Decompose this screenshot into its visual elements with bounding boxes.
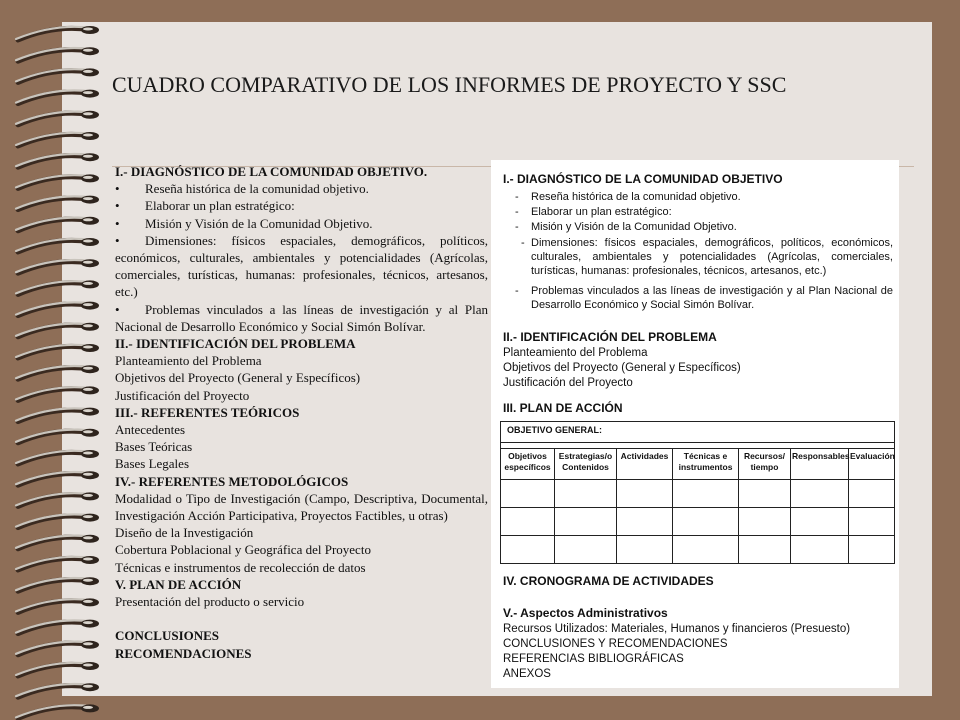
binding-ring: [16, 471, 99, 485]
right-line: Justificación del Proyecto: [503, 377, 633, 389]
binding-ring: [16, 556, 99, 570]
right-item: Dimensiones: físicos espaciales, demográficos, políticos, económicos, culturales, ambientales y potencialidades (Agrícolas, comerciales, turísticas, humanas: profesionales, técnicos, artesanos, etc.): [531, 237, 893, 277]
binding-ring: [16, 111, 99, 125]
bullet-icon: •: [115, 232, 120, 248]
binding-ring: [16, 386, 99, 400]
table-header-row: [501, 449, 895, 480]
dash-icon: -: [521, 237, 525, 249]
right-item: Reseña histórica de la comunidad objetivo.: [531, 191, 741, 203]
right-line: Planteamiento del Problema: [503, 347, 648, 359]
binding-ring: [16, 620, 99, 634]
binding-ring: [16, 492, 99, 506]
left-bullet: • Dimensiones: físicos espaciales, demográficos, políticos, económicos, culturales, ambientales y potencialidades (Agrícolas, comerciales, turísticas, humanas: profesionales, técnicos, artesanos, etc.): [115, 232, 488, 300]
dash-icon: -: [515, 221, 519, 233]
right-line: Recursos Utilizados: Materiales, Humanos y financieros (Presuesto): [503, 623, 851, 635]
binding-ring: [16, 598, 99, 612]
left-s5-heading: V. PLAN DE ACCIÓN: [115, 576, 242, 592]
table-general-objective: OBJETIVO GENERAL:: [501, 422, 895, 443]
binding-ring: [16, 68, 99, 82]
binding-ring: [16, 153, 99, 167]
left-bullet: • Elaborar un plan estratégico:: [115, 198, 295, 214]
right-s2-heading: II.- IDENTIFICACIÓN DEL PROBLEMA: [503, 330, 717, 344]
left-line: Antecedentes: [115, 422, 186, 438]
left-line: Bases Legales: [115, 456, 190, 472]
table-header-cell: Técnicas e instrumentos: [673, 449, 739, 480]
table-header-cell: Evaluación: [849, 449, 895, 480]
binding-ring: [16, 217, 99, 231]
binding-ring: [16, 704, 99, 718]
right-line: CONCLUSIONES Y RECOMENDACIONES: [503, 638, 728, 650]
slide-title: CUADRO COMPARATIVO DE LOS INFORMES DE PROYECTO Y SSC: [112, 72, 787, 97]
table-header-cell: Estrategias/o Contenidos: [555, 449, 617, 480]
binding-ring: [16, 238, 99, 252]
binding-ring: [16, 662, 99, 676]
left-line: Técnicas e instrumentos de recolección de datos: [115, 559, 366, 575]
binding-ring: [16, 683, 99, 697]
right-s3-heading: III. PLAN DE ACCIÓN: [503, 401, 623, 415]
right-item: Misión y Visión de la Comunidad Objetivo.: [531, 221, 737, 233]
bullet-icon: •: [115, 198, 120, 214]
binding-ring: [16, 302, 99, 316]
left-conclusions: CONCLUSIONES: [115, 628, 220, 644]
right-s4-heading: IV. CRONOGRAMA DE ACTIVIDADES: [503, 574, 714, 588]
right-item: Problemas vinculados a las líneas de investigación y al Plan Nacional de Desarrollo Económico y Social Simón Bolívar.: [531, 285, 893, 311]
binding-ring: [16, 280, 99, 294]
table-row: [501, 480, 895, 508]
binding-ring: [16, 323, 99, 337]
binding-ring: [16, 90, 99, 104]
left-line: Objetivos del Proyecto (General y Específicos): [115, 370, 361, 386]
left-bullet: • Reseña histórica de la comunidad objetivo.: [115, 181, 369, 197]
reference-document-image: [491, 160, 899, 688]
binding-ring: [16, 535, 99, 549]
spiral-binding: [0, 0, 110, 720]
bullet-icon: •: [115, 301, 120, 317]
left-s4-heading: IV.- REFERENTES METODOLÓGICOS: [115, 473, 349, 489]
right-line: ANEXOS: [503, 668, 551, 680]
binding-ring: [16, 26, 99, 40]
binding-ring: [16, 641, 99, 655]
left-line: Modalidad o Tipo de Investigación (Campo, Descriptiva, Documental, Investigación Acción Participativa, Proyectos Factibles, u otras): [115, 490, 488, 524]
action-plan-table: [500, 421, 895, 564]
left-line: Cobertura Poblacional y Geográfica del Proyecto: [115, 542, 371, 558]
left-s3-heading: III.- REFERENTES TEÓRICOS: [115, 404, 300, 420]
right-s5-heading: V.- Aspectos Administrativos: [503, 606, 668, 620]
dash-icon: -: [515, 206, 519, 218]
left-s1-heading: I.- DIAGNÓSTICO DE LA COMUNIDAD OBJETIVO.: [115, 164, 428, 179]
binding-ring: [16, 450, 99, 464]
left-s2-heading: II.- IDENTIFICACIÓN DEL PROBLEMA: [115, 336, 356, 352]
dash-icon: -: [515, 285, 519, 297]
table-header-cell: Actividades: [617, 449, 673, 480]
left-line: Justificación del Proyecto: [115, 387, 250, 403]
bullet-icon: •: [115, 181, 120, 197]
table-header-cell: Recursos/ tiempo: [739, 449, 791, 480]
binding-ring: [16, 132, 99, 146]
binding-ring: [16, 259, 99, 273]
right-line: Objetivos del Proyecto (General y Específicos): [503, 362, 741, 374]
table-row: [501, 536, 895, 564]
left-line: Bases Teóricas: [115, 439, 193, 455]
left-line: Planteamiento del Problema: [115, 353, 262, 369]
binding-ring: [16, 174, 99, 188]
binding-ring: [16, 577, 99, 591]
left-line: Diseño de la Investigación: [115, 525, 254, 541]
left-bullet: • Problemas vinculados a las líneas de investigación y al Plan Nacional de Desarrollo Económico y Social Simón Bolívar.: [115, 301, 488, 334]
binding-ring: [16, 47, 99, 61]
left-line: Presentación del producto o servicio: [115, 594, 305, 610]
binding-ring: [16, 365, 99, 379]
binding-ring: [16, 408, 99, 422]
binding-ring: [16, 344, 99, 358]
table-row: [501, 508, 895, 536]
table-header-cell: Responsables: [791, 449, 849, 480]
bullet-icon: •: [115, 215, 120, 231]
dash-icon: -: [515, 191, 519, 203]
binding-ring: [16, 514, 99, 528]
binding-ring: [16, 196, 99, 210]
right-s1-heading: I.- DIAGNÓSTICO DE LA COMUNIDAD OBJETIVO: [503, 172, 783, 186]
table-header-cell: Objetivos específicos: [501, 449, 555, 480]
left-recommendations: RECOMENDACIONES: [115, 645, 252, 661]
left-outline: [115, 163, 488, 662]
right-item: Elaborar un plan estratégico:: [531, 206, 672, 218]
left-bullet: • Misión y Visión de la Comunidad Objetivo.: [115, 215, 373, 231]
right-line: REFERENCIAS BIBLIOGRÁFICAS: [503, 653, 684, 665]
binding-ring: [16, 429, 99, 443]
